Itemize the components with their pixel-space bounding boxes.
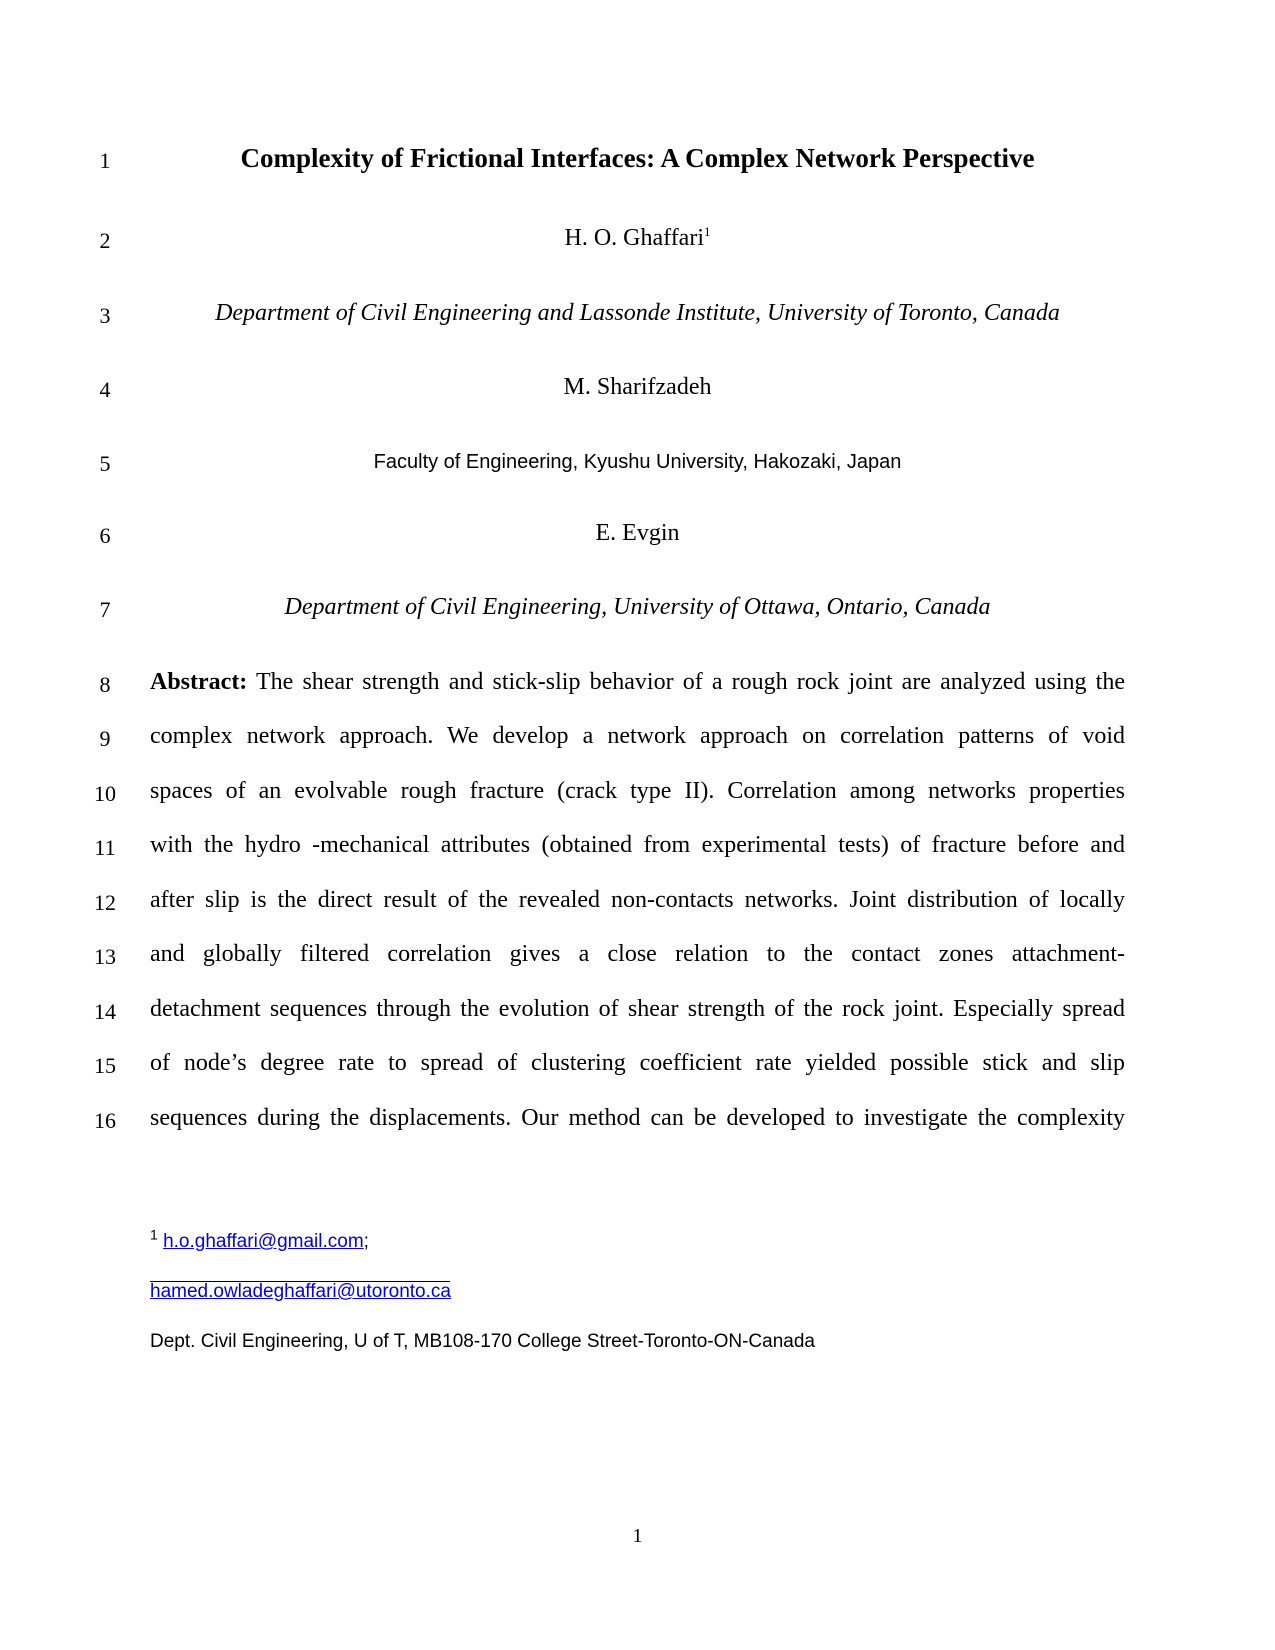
abstract-line: spaces of an evolvable rough fracture (crack type II). Correlation among networks properties (150, 778, 1125, 804)
abstract-line: complex network approach. We develop a network approach on correlation patterns of void (150, 723, 1125, 749)
abstract-text: The shear strength and stick-slip behavior of a rough rock joint are analyzed using the (247, 669, 1125, 695)
line-number: 8 (99, 672, 111, 697)
abstract-label: Abstract: (150, 669, 248, 695)
author-affiliation: Department of Civil Engineering and Lassonde Institute, University of Toronto, Canada (215, 300, 1060, 326)
line-number: 10 (94, 781, 116, 806)
abstract-line: sequences during the displacements. Our method can be developed to investigate the complexity (150, 1105, 1125, 1131)
line-number: 14 (94, 999, 116, 1024)
line-number: 1 (99, 148, 111, 173)
email-link-utoronto[interactable]: hamed.owladeghaffari@utoronto.ca (150, 1281, 451, 1302)
paper-title: Complexity of Frictional Interfaces: A Complex Network Perspective (240, 143, 1035, 173)
abstract-line: with the hydro -mechanical attributes (obtained from experimental tests) of fracture before and (150, 832, 1125, 858)
footnote-address: Dept. Civil Engineering, U of T, MB108-170 College Street-Toronto-ON-Canada (150, 1331, 815, 1352)
author-affiliation: Faculty of Engineering, Kyushu University, Hakozaki, Japan (373, 451, 902, 473)
line-number: 2 (99, 228, 111, 253)
abstract-line: detachment sequences through the evolution of shear strength of the rock joint. Especially spread (150, 996, 1125, 1022)
line-number: 9 (99, 726, 111, 751)
line-number: 15 (94, 1053, 116, 1078)
footnote-line (150, 1226, 369, 1253)
footnote-line (150, 1281, 451, 1303)
line-number: 5 (99, 451, 111, 476)
abstract-line (150, 669, 1125, 696)
page-number: 1 (632, 1525, 643, 1547)
author-affiliation: Department of Civil Engineering, University of Ottawa, Ontario, Canada (284, 594, 991, 620)
footnote-mark: 1 (150, 1226, 158, 1243)
footnote-separator: ; (363, 1231, 369, 1252)
author-name-text: H. O. Ghaffari (564, 225, 704, 251)
author-name: E. Evgin (595, 520, 680, 546)
abstract-line: after slip is the direct result of the revealed non-contacts networks. Joint distribution of locally (150, 887, 1125, 913)
abstract-line: and globally filtered correlation gives a close relation to the contact zones attachment- (150, 941, 1125, 967)
email-link-gmail[interactable]: h.o.ghaffari@gmail.com (163, 1231, 364, 1252)
abstract-line: of node’s degree rate to spread of clustering coefficient rate yielded possible stick and slip (150, 1050, 1125, 1076)
line-number: 3 (99, 303, 111, 328)
author-name: M. Sharifzadeh (563, 374, 712, 400)
line-number: 12 (94, 890, 116, 915)
footnote-mark: 1 (704, 224, 711, 239)
line-number: 4 (99, 377, 111, 402)
line-number: 11 (94, 835, 116, 860)
line-number: 13 (94, 944, 116, 969)
line-number: 7 (99, 597, 111, 622)
line-number: 6 (99, 523, 111, 548)
author-name (150, 225, 1125, 252)
line-number: 16 (94, 1108, 116, 1133)
